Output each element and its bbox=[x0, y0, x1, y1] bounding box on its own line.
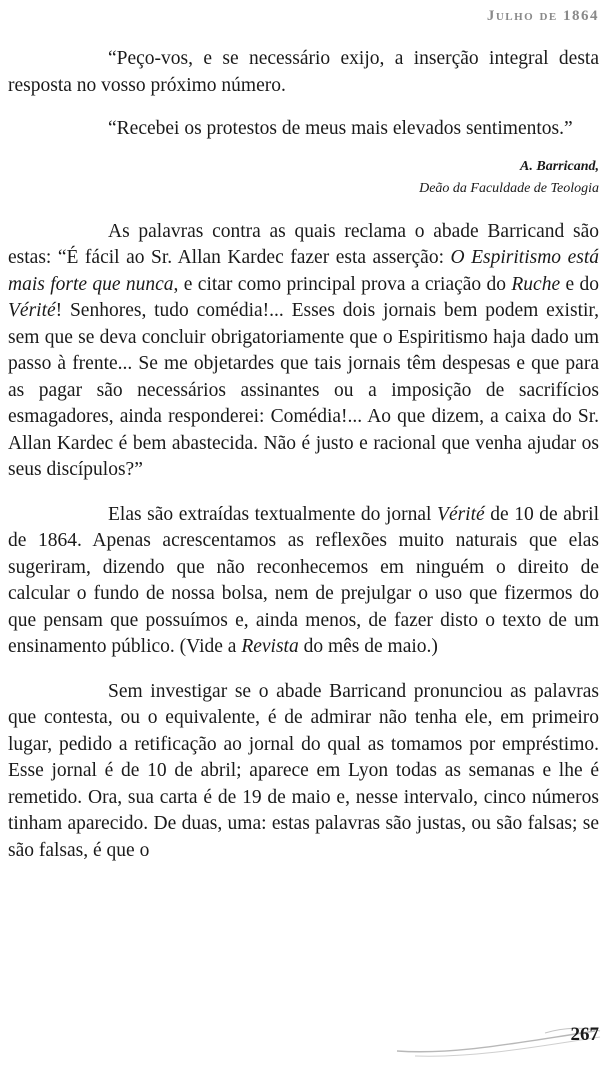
text-span: do mês de maio.) bbox=[298, 636, 438, 657]
paragraph-source bbox=[8, 502, 599, 661]
italic-span: O Espiritismo está mais forte que nunca bbox=[8, 247, 599, 295]
text-span: As palavras contra as quais reclama o abade Barricand são estas: “É fácil ao Sr. Allan Kardec fazer esta asserção: bbox=[8, 220, 599, 268]
paragraph-quoted-words bbox=[8, 219, 599, 484]
italic-span: Vérité bbox=[437, 503, 485, 525]
italic-span: Revista bbox=[241, 636, 299, 657]
signature-title: Deão da Faculdade de Teologia bbox=[419, 180, 599, 196]
running-head: Julho de 1864 bbox=[486, 8, 599, 24]
paragraph-closing: “Recebei os protestos de meus mais elevados sentimentos.” bbox=[108, 118, 573, 139]
text-span: Elas são extraídas textualmente do jornal bbox=[108, 503, 438, 525]
text-span: de 10 de abril de 1864. Apenas acrescentamos as reflexões muito naturais que elas sugeriram, dizendo que não reconhecemos em ninguém o direito de calcular o fundo de nossa bolsa, nem de prejulgar o uso que fizermos do que pensam que possuímos e, ainda menos, de fazer disto o texto de um ensinamento público. (Vide a bbox=[8, 503, 599, 657]
text-span: ! Senhores, tudo comédia!... Esses dois jornais bem podem existir, sem que se deva concluir obrigatoriamente que o Espiritismo haja dado um passo à frente... Se me objetardes que tais jornais têm despesas e que para as pagar são necessários assinantes ou a imposição de sacrifícios esmagadores, ainda responderei: Comédia!... Ao que dizem, a caixa do Sr. Allan Kardec é bem abastecida. Não é justo e racional que venha ajudar os seus discípulos?” bbox=[8, 300, 599, 480]
page-body bbox=[8, 46, 599, 864]
page-number: 267 bbox=[570, 1024, 599, 1045]
signature-name: A. Barricand, bbox=[520, 158, 599, 174]
italic-span: Ruche bbox=[511, 273, 561, 295]
italic-span: Vérité bbox=[8, 300, 56, 321]
paragraph-request: “Peço-vos, e se necessário exijo, a inserção integral desta resposta no vosso próximo número. bbox=[8, 48, 599, 96]
text-span: e do bbox=[560, 273, 599, 295]
signature-block bbox=[8, 156, 599, 200]
paragraph-investigation: Sem investigar se o abade Barricand pronunciou as palavras que contesta, ou o equivalente, é de admirar não tenha ele, em primeiro lugar, pedido a retificação ao jornal do qual as tomamos por empréstimo. Esse jornal é de 10 de abril; aparece em Lyon todas as semanas e lhe é remetido. Ora, sua carta é de 19 de maio e, nesse intervalo, cinco números tinham aparecido. De duas, uma: estas palavras são justas, ou são falsas; se são falsas, é que o bbox=[8, 680, 599, 861]
text-span: , e citar como principal prova a criação do bbox=[173, 273, 512, 295]
